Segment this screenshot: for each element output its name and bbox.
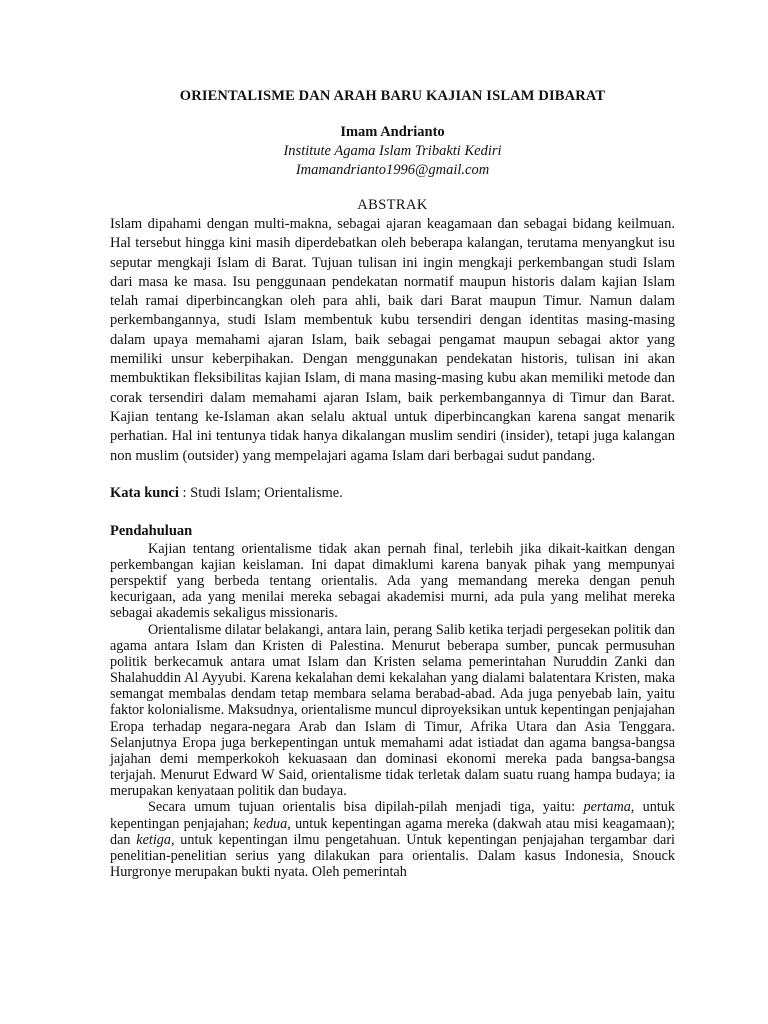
document-page <box>110 86 675 880</box>
author-affiliation: Institute Agama Islam Tribakti Kediri <box>283 143 502 159</box>
author-name: Imam Andrianto <box>340 124 445 140</box>
keywords-text: : Studi Islam; Orientalisme. <box>178 484 343 501</box>
section-heading: Pendahuluan <box>110 522 193 539</box>
abstract-text: Islam dipahami dengan multi-makna, sebagai ajaran keagamaan dan sebagai bidang keilmuan. Hal tersebut hingga kini masih diperdebatkan oleh beberapa kalangan, terutama menyangkut isu seputar mengkaji Islam di Barat. Tujuan tulisan ini ingin mengkaji perkembangan studi Islam dari masa ke masa. Isu penggunaan pendekatan normatif maupun historis dalam kajian Islam telah ramai diperbincangkan oleh para ahli, baik dari Barat maupun Timur. Namun dalam perkembangannya, studi Islam membentuk kubu tersendiri dengan identitas masing-masing dalam upaya memahami ajaran Islam, baik sebagai pengamat maupun sebagai aktor yang memiliki unsur keberpihakan. Dengan menggunakan pendekatan historis, tulisan ini akan membuktikan fleksibilitas kajian Islam, di mana masing-masing kubu akan memiliki metode dan corak tersendiri dalam memahami ajaran Islam, baik perkembangannya di Timur dan Barat. Kajian tentang ke-Islaman akan selalu aktual untuk diperbincangkan karena sangat menarik perhatian. Hal ini tentunya tidak hanya dikalangan muslim sendiri (insider), tetapi juga kalangan non muslim (outsider) yang mempelajari agama Islam dari berbagai sudut pandang. <box>110 216 675 464</box>
paragraph-3: Secara umum tujuan orientalis bisa dipilah-pilah menjadi tiga, yaitu: pertama, untuk kepentingan penjajahan; kedua, untuk kepentingan agama mereka (dakwah atau misi keagamaan); dan ketiga, untuk kepentingan ilmu pengetahuan. Untuk kepentingan penjajahan tergambar dari penelitian-penelitian serius yang dilakukan para orientalis. Dalam kasus Indonesia, Snouck Hurgronye merupakan bukti nyata. Oleh pemerintah <box>110 799 675 880</box>
author-email: Imamandrianto1996@gmail.com <box>295 162 490 178</box>
paragraph-2: Orientalisme dilatar belakangi, antara lain, perang Salib ketika terjadi pergesekan politik dan agama antara Islam dan Kristen di Palestina. Menurut beberapa sumber, puncak permusuhan politik berkecamuk antara umat Islam dan Kristen selama pemerintahan Nuruddin Zanki dan Shalahuddin Al Ayyubi. Karena kekalahan demi kekalahan yang dialami balatentara Kristen, maka semangat membalas dendam tetap membara selama berabad-abad. Ada juga penyebab lain, yaitu faktor kolonialisme. Maksudnya, orientalisme muncul diproyeksikan untuk kepentingan penjajahan Eropa terhadap negara-negara Arab dan Islam di Timur, Afrika Utara dan Asia Tenggara. Selanjutnya Eropa juga berkepentingan untuk memahami adat istiadat dan agama bangsa-bangsa jajahan demi memperkokoh kekuasaan dan dominasi ekonomi mereka pada bangsa-bangsa terjajah. Menurut Edward W Said, orientalisme tidak terletak dalam suatu ruang hampa budaya; ia merupakan kenyataan politik dan budaya. <box>110 621 675 800</box>
paragraph-1: Kajian tentang orientalisme tidak akan pernah final, terlebih jika dikait-kaitkan dengan perkembangan kajian keislaman. Ini dapat dimaklumi karena banyak pihak yang mempunyai perspektif yang berbeda tentang orientalis. Ada yang memandang mereka dengan penuh kecurigaan, ada yang menilai mereka sebagai akademisi murni, ada pula yang melihat mereka sebagai akademis sekaligus missionaris. <box>110 540 675 622</box>
keywords-label: Kata kunci <box>110 484 179 501</box>
abstract-heading: ABSTRAK <box>357 197 428 213</box>
paper-title: ORIENTALISME DAN ARAH BARU KAJIAN ISLAM DIBARAT <box>179 88 606 104</box>
keywords <box>110 484 675 503</box>
